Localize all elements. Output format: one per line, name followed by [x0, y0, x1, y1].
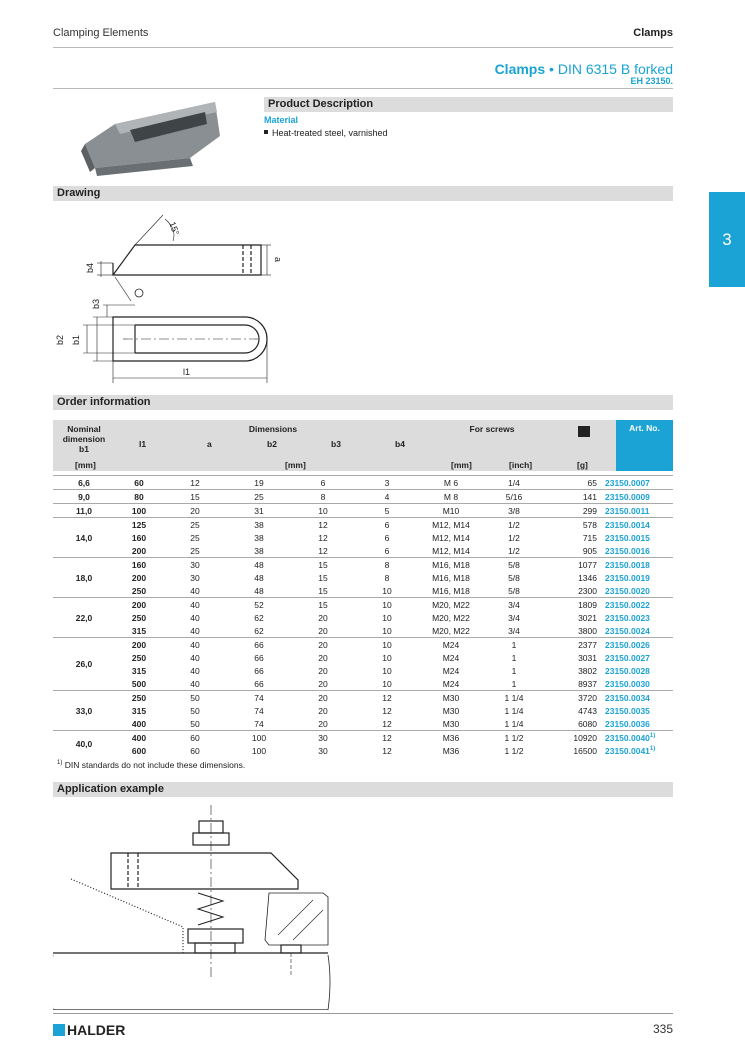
label-b3: b3	[91, 298, 101, 309]
table-cell: 141	[545, 490, 601, 504]
cell-art-no: 23150.0014	[601, 518, 673, 532]
table-cell: 250	[131, 652, 147, 663]
table-cell: 12	[163, 476, 227, 490]
table-cell: 8	[291, 490, 355, 504]
table-cell: 38	[227, 518, 291, 532]
table-cell: 50	[163, 691, 227, 705]
table-cell: 400	[131, 718, 147, 729]
table-cell: 6	[355, 518, 419, 532]
cell-art-no: 23150.0016	[605, 545, 650, 556]
cell-art-no: 23150.0024	[605, 625, 650, 636]
table-cell: 12	[355, 691, 419, 705]
page-subtitle: EH 23150.	[630, 76, 673, 86]
unit-mm-screws: [mm]	[451, 460, 472, 470]
cell-art-no: 23150.0007	[601, 476, 673, 490]
cell-art-no: 23150.0019	[605, 572, 650, 583]
product-photo	[75, 96, 225, 176]
table-cell: M16, M18	[419, 558, 483, 572]
chapter-tab: 3	[709, 192, 745, 287]
table-row	[53, 544, 673, 558]
table-row	[53, 476, 673, 490]
table-cell: 5/16	[483, 490, 545, 504]
cell-art-no: 23150.0040$^{1)}$	[601, 731, 673, 745]
table-cell: 3/8	[483, 504, 545, 518]
table-cell: 10	[382, 612, 392, 623]
table-cell: 20	[318, 612, 328, 623]
table-cell: 60	[115, 476, 163, 490]
table-cell: 40	[190, 612, 200, 623]
table-cell: 15	[163, 490, 227, 504]
table-cell: M12, M14	[419, 518, 483, 532]
table-cell: 30	[163, 558, 227, 572]
table-cell: 315	[131, 665, 147, 676]
table-cell: 8	[384, 572, 390, 583]
brand-logo: HALDER	[53, 1022, 125, 1038]
table-row	[53, 704, 673, 717]
table-cell: 40	[190, 652, 200, 663]
table-cell: 66	[254, 678, 264, 689]
cell-nominal: 26,0	[53, 638, 115, 691]
table-cell: 3800	[578, 625, 597, 636]
application-heading: Application example	[53, 782, 673, 797]
table-cell: 8	[355, 558, 419, 572]
table-cell: 6080	[578, 718, 597, 729]
cell-art-no: 23150.0022	[601, 598, 673, 612]
table-cell: 1	[511, 665, 517, 676]
table-cell: 30	[318, 745, 328, 756]
table-cell: 66	[227, 638, 291, 652]
table-cell: 40	[190, 678, 200, 689]
cell-nominal: 33,0	[53, 691, 115, 731]
table-cell: 1/2	[483, 518, 545, 532]
table-cell: 1/2	[508, 532, 520, 543]
cell-nominal: 11,0	[53, 504, 115, 518]
table-row	[53, 611, 673, 624]
cell-art-no: 23150.0027	[605, 652, 650, 663]
table-cell: 125	[115, 518, 163, 532]
table-cell: 15	[318, 572, 328, 583]
table-cell: 20	[291, 691, 355, 705]
table-cell: 74	[254, 718, 264, 729]
table-row	[53, 518, 673, 532]
cell-art-no: 23150.0020	[605, 585, 650, 596]
table-cell: M36	[442, 745, 460, 756]
cell-art-no: 23150.0018	[601, 558, 673, 572]
footnote: $^{1)}$ DIN standards do not include these dimensions.	[57, 760, 246, 770]
table-cell: 15	[291, 598, 355, 612]
table-cell: 3802	[578, 665, 597, 676]
table-row	[53, 531, 673, 544]
table-cell: 1/4	[483, 476, 545, 490]
running-header-right: Clamps	[633, 27, 673, 39]
table-cell: M24	[442, 665, 460, 676]
table-cell: 6	[291, 476, 355, 490]
table-cell: 2377	[545, 638, 601, 652]
table-row	[53, 677, 673, 691]
table-cell: 6	[384, 532, 390, 543]
bullet-square-icon	[264, 130, 268, 134]
table-cell: 315	[131, 625, 147, 636]
cell-art-no: 23150.0030	[605, 678, 650, 689]
table-cell: 6	[384, 545, 390, 556]
table-cell: 1	[483, 638, 545, 652]
col-b2: b2	[267, 439, 277, 449]
table-cell: 74	[227, 691, 291, 705]
table-cell: 12	[318, 532, 328, 543]
table-cell: 38	[254, 532, 264, 543]
cell-art-no: 23150.0034	[601, 691, 673, 705]
table-cell: 905	[582, 545, 597, 556]
table-cell: 48	[227, 558, 291, 572]
table-cell: 400	[115, 731, 163, 745]
table-cell: 3/4	[508, 625, 520, 636]
table-cell: 5/8	[508, 572, 520, 583]
cell-art-no: 23150.0036	[605, 718, 650, 729]
table-cell: 20	[318, 678, 328, 689]
table-row	[53, 584, 673, 598]
table-cell: 3/4	[508, 612, 520, 623]
table-cell: 10	[382, 665, 392, 676]
table-cell: 1/2	[508, 545, 520, 556]
table-row	[53, 638, 673, 652]
table-cell: 25	[190, 532, 200, 543]
table-cell: 500	[131, 678, 147, 689]
table-row	[53, 717, 673, 731]
table-cell: 600	[131, 745, 147, 756]
table-cell: 10920	[545, 731, 601, 745]
table-cell: M24	[419, 638, 483, 652]
table-row	[53, 598, 673, 612]
table-cell: 52	[227, 598, 291, 612]
table-cell: 1	[511, 652, 517, 663]
table-cell: 80	[115, 490, 163, 504]
table-cell: 60	[163, 731, 227, 745]
drawing-heading: Drawing	[53, 186, 673, 201]
table-cell: M 6	[419, 476, 483, 490]
table-cell: 20	[318, 718, 328, 729]
table-cell: 16500	[573, 745, 597, 756]
table-cell: 48	[254, 585, 264, 596]
table-cell: 5/8	[508, 585, 520, 596]
cell-art-no: 23150.0028	[605, 665, 650, 676]
col-dimensions: Dimensions	[248, 424, 298, 434]
table-cell: M12, M14	[432, 545, 470, 556]
table-cell: 12	[291, 518, 355, 532]
label-b2: b2	[55, 334, 65, 345]
table-cell: 62	[254, 625, 264, 636]
table-cell: 15	[291, 558, 355, 572]
table-row	[53, 731, 673, 745]
table-cell: 4	[355, 490, 419, 504]
material-item: Heat-treated steel, varnished	[264, 128, 388, 138]
technical-drawing	[53, 205, 293, 385]
table-row	[53, 571, 673, 584]
table-row	[53, 504, 673, 518]
table-cell: 66	[254, 652, 264, 663]
table-cell: 578	[545, 518, 601, 532]
table-cell: 15	[318, 585, 328, 596]
label-angle: 15°	[167, 220, 182, 237]
table-cell: 5/8	[483, 558, 545, 572]
table-cell: 40	[190, 665, 200, 676]
table-cell: 1 1/2	[504, 745, 524, 756]
table-cell: M20, M22	[432, 612, 470, 623]
table-cell: 1 1/4	[504, 705, 524, 716]
table-cell: 3/4	[483, 598, 545, 612]
cell-nominal: 14,0	[53, 518, 115, 558]
application-drawing	[53, 805, 343, 1010]
table-cell: 30	[190, 572, 200, 583]
table-cell: 715	[582, 532, 597, 543]
cell-art-no: 23150.0011	[601, 504, 673, 518]
table-cell: 2300	[578, 585, 597, 596]
table-cell: 160	[131, 532, 147, 543]
unit-g: [g]	[577, 460, 588, 470]
title-divider	[53, 88, 673, 89]
cell-nominal: 40,0	[53, 731, 115, 758]
col-b4: b4	[395, 439, 405, 449]
table-cell: 1346	[578, 572, 597, 583]
table-cell: M30	[442, 705, 460, 716]
table-row	[53, 490, 673, 504]
table-cell: M16, M18	[432, 585, 470, 596]
table-row	[53, 624, 673, 638]
table-cell: 200	[131, 545, 147, 556]
col-nominal: Nominal dimension b1	[62, 424, 106, 454]
table-cell: M16, M18	[432, 572, 470, 583]
cell-nominal: 22,0	[53, 598, 115, 638]
col-b3: b3	[331, 439, 341, 449]
table-cell: 74	[254, 705, 264, 716]
table-cell: 315	[131, 705, 147, 716]
unit-mm-dims: [mm]	[285, 460, 306, 470]
table-cell: M 8	[419, 490, 483, 504]
cell-nominal: 18,0	[53, 558, 115, 598]
table-cell: 40	[190, 625, 200, 636]
col-art-no: Art. No.	[616, 420, 673, 471]
table-cell: 19	[227, 476, 291, 490]
table-row	[53, 651, 673, 664]
table-row	[53, 691, 673, 705]
cell-art-no: 23150.0026	[601, 638, 673, 652]
table-cell: 5	[355, 504, 419, 518]
header-divider	[53, 47, 673, 48]
table-cell: 250	[131, 612, 147, 623]
table-cell: M20, M22	[432, 625, 470, 636]
unit-inch: [inch]	[509, 460, 533, 470]
table-cell: 10	[382, 652, 392, 663]
table-cell: 10	[382, 678, 392, 689]
table-cell: 10	[291, 504, 355, 518]
table-cell: 40	[163, 638, 227, 652]
table-cell: 66	[254, 665, 264, 676]
table-cell: 50	[190, 718, 200, 729]
table-cell: 100	[115, 504, 163, 518]
table-cell: 250	[115, 691, 163, 705]
cell-art-no: 23150.0023	[605, 612, 650, 623]
product-description-heading: Product Description	[264, 97, 673, 112]
table-cell: 1077	[545, 558, 601, 572]
cell-nominal: 9,0	[53, 490, 115, 504]
table-cell: 1809	[545, 598, 601, 612]
table-cell: 3	[355, 476, 419, 490]
table-cell: 10	[355, 638, 419, 652]
table-cell: 100	[227, 731, 291, 745]
col-a: a	[207, 439, 212, 449]
running-header-left: Clamping Elements	[53, 27, 149, 39]
order-information-heading: Order information	[53, 395, 673, 410]
table-cell: 40	[190, 585, 200, 596]
table-cell: 250	[131, 585, 147, 596]
table-cell: 8937	[578, 678, 597, 689]
table-cell: M30	[442, 718, 460, 729]
table-cell: M30	[419, 691, 483, 705]
label-a: a	[273, 257, 283, 263]
weight-icon	[578, 426, 590, 437]
table-cell: 50	[190, 705, 200, 716]
table-cell: 62	[254, 612, 264, 623]
order-table	[53, 475, 673, 757]
table-cell: 200	[131, 572, 147, 583]
table-cell: 10	[382, 585, 392, 596]
cell-nominal: 6,6	[53, 476, 115, 490]
table-cell: 20	[163, 504, 227, 518]
table-cell: 12	[382, 745, 392, 756]
cell-art-no: 23150.0009	[601, 490, 673, 504]
label-l1: l1	[183, 367, 191, 377]
table-cell: 20	[318, 652, 328, 663]
table-cell: 200	[115, 638, 163, 652]
table-cell: 4743	[578, 705, 597, 716]
table-cell: 12	[382, 705, 392, 716]
cell-art-no: 23150.0015	[605, 532, 650, 543]
table-cell: 38	[254, 545, 264, 556]
table-cell: 20	[318, 665, 328, 676]
table-cell: 20	[318, 625, 328, 636]
table-row	[53, 558, 673, 572]
table-cell: 100	[251, 745, 267, 756]
table-cell: 299	[545, 504, 601, 518]
cell-art-no: 23150.0041$^{1)}$	[605, 745, 656, 756]
page-number: 335	[652, 1022, 673, 1036]
table-cell: M10	[419, 504, 483, 518]
table-cell: 40	[163, 598, 227, 612]
table-cell: M24	[442, 678, 460, 689]
table-cell: M12, M14	[432, 532, 470, 543]
table-cell: 31	[227, 504, 291, 518]
table-cell: 3021	[578, 612, 597, 623]
table-cell: 1 1/2	[483, 731, 545, 745]
col-l1: l1	[139, 439, 147, 449]
table-cell: 12	[318, 545, 328, 556]
label-b4: b4	[85, 262, 95, 273]
table-cell: 1 1/4	[504, 718, 524, 729]
material-label: Material	[264, 115, 299, 125]
order-table-header	[53, 420, 673, 471]
table-cell: 1	[511, 678, 517, 689]
brand-logo-icon	[53, 1024, 65, 1036]
table-cell: 65	[545, 476, 601, 490]
table-cell: 12	[382, 718, 392, 729]
table-cell: 60	[190, 745, 200, 756]
table-cell: 3031	[578, 652, 597, 663]
table-cell: 48	[254, 572, 264, 583]
table-cell: 200	[115, 598, 163, 612]
table-cell: 25	[163, 518, 227, 532]
table-cell: 10	[355, 598, 419, 612]
table-cell: 10	[382, 625, 392, 636]
table-cell: 20	[291, 638, 355, 652]
page-title: Clamps • DIN 6315 B forked	[494, 61, 673, 77]
footer-divider	[53, 1013, 673, 1014]
table-cell: 160	[115, 558, 163, 572]
table-cell: 25	[190, 545, 200, 556]
table-row	[53, 744, 673, 757]
col-for-screws: For screws	[469, 424, 515, 434]
label-b1: b1	[71, 334, 81, 345]
table-cell: 25	[227, 490, 291, 504]
table-cell: M20, M22	[419, 598, 483, 612]
table-cell: 3720	[545, 691, 601, 705]
table-cell: 30	[291, 731, 355, 745]
table-cell: M24	[442, 652, 460, 663]
table-cell: 1 1/4	[483, 691, 545, 705]
table-row	[53, 664, 673, 677]
unit-mm: [mm]	[75, 460, 96, 470]
table-cell: 12	[355, 731, 419, 745]
cell-art-no: 23150.0035	[605, 705, 650, 716]
table-cell: M36	[419, 731, 483, 745]
table-cell: 20	[318, 705, 328, 716]
